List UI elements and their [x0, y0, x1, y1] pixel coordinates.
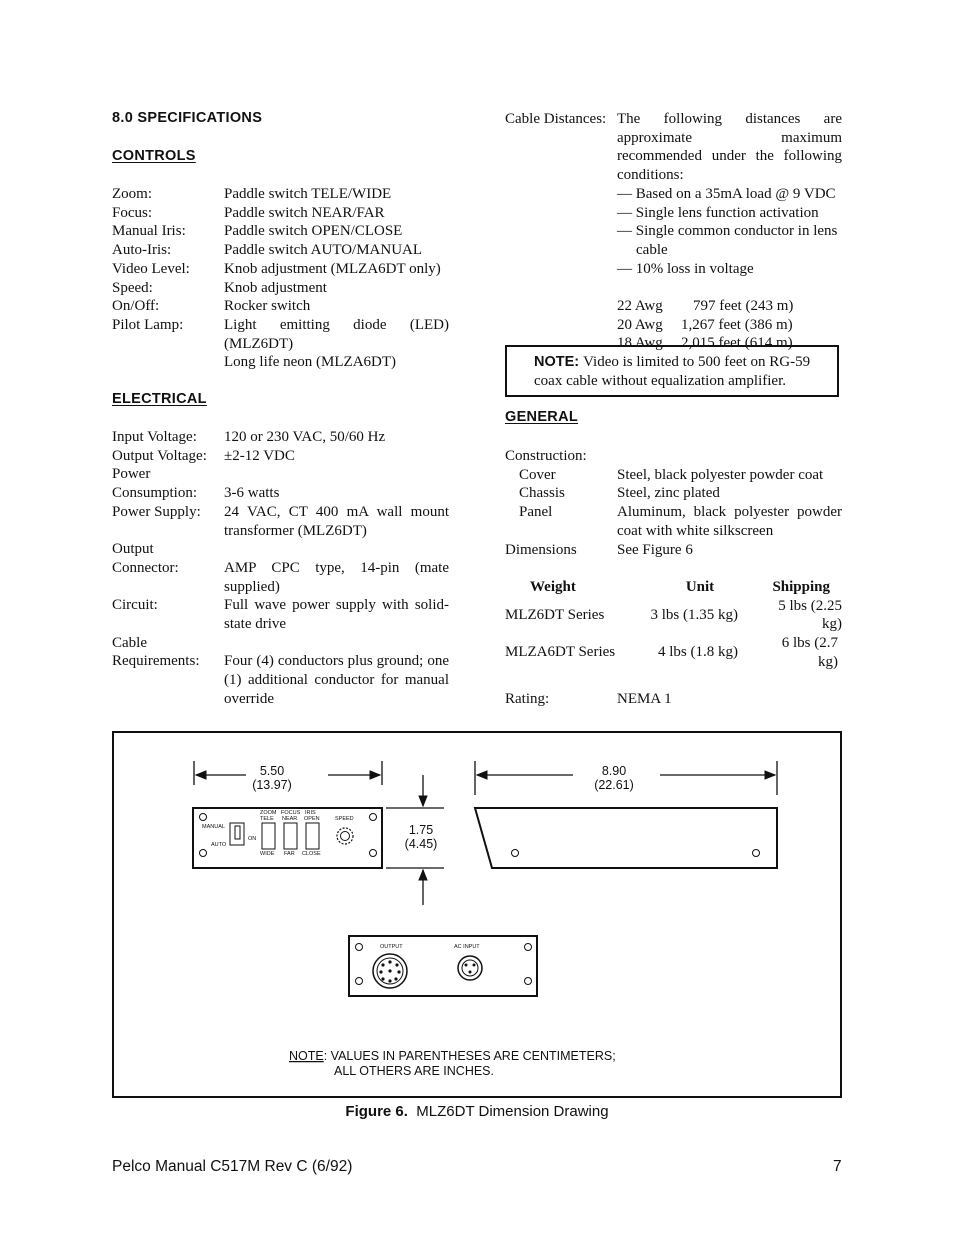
far-label: FAR — [284, 851, 295, 857]
table-cell: 3 lbs (1.35 kg) — [650, 606, 738, 623]
spec-label: Cable — [112, 634, 147, 651]
spec-label — [112, 353, 224, 372]
spec-label: Pilot Lamp: — [112, 316, 184, 333]
general-list — [505, 447, 842, 709]
figure-note-line2: ALL OTHERS ARE INCHES. — [334, 1064, 494, 1078]
spec-label: Dimensions — [505, 541, 577, 558]
spec-value: Steel, black polyester powder coat — [617, 466, 824, 483]
spec-row — [112, 465, 449, 484]
spec-value: Paddle switch TELE/WIDE — [224, 186, 392, 202]
spec-value: NEMA 1 — [617, 691, 672, 708]
page-number: 7 — [833, 1158, 842, 1175]
spec-row — [112, 540, 449, 559]
electrical-list — [112, 428, 449, 709]
spec-row — [112, 559, 449, 596]
arrow-icon — [765, 771, 775, 779]
depth-dim-cm: (22.61) — [594, 778, 634, 792]
spec-value: Aluminum, black polyester powder coat with white silkscreen — [617, 504, 842, 539]
arrow-icon — [419, 870, 427, 880]
table-cell: MLZA6DT Series — [505, 644, 616, 661]
column-header: Shipping — [772, 578, 830, 595]
rear-panel — [349, 936, 537, 996]
general-title: GENERAL — [505, 409, 578, 425]
arrow-icon — [477, 771, 487, 779]
spec-value: Paddle switch NEAR/FAR — [224, 204, 385, 221]
cable-row — [505, 110, 842, 353]
zoom-label: ZOOM — [260, 810, 277, 816]
column-header: Weight — [530, 578, 576, 595]
width-dim: 5.50 — [259, 764, 285, 778]
arrow-icon — [419, 796, 427, 806]
spec-label: Power Supply: — [112, 503, 201, 520]
distance-row — [617, 316, 842, 335]
spec-value: 24 VAC, CT 400 mA wall mount transformer (MLZ6DT) — [224, 503, 449, 539]
spec-row — [505, 484, 842, 503]
controls-title: CONTROLS — [112, 148, 196, 164]
spec-row — [112, 222, 449, 241]
spec-row — [112, 297, 449, 316]
dimension-drawing — [114, 733, 840, 1096]
awg: 18 Awg — [617, 335, 663, 352]
spec-row — [112, 503, 449, 540]
spec-label: Consumption: — [112, 485, 198, 502]
caption-text: MLZ6DT Dimension Drawing — [416, 1103, 609, 1120]
depth-dim: 8.90 — [601, 764, 627, 778]
condition-item: — Single common conductor in lens cable — [617, 223, 838, 258]
iris-switch — [306, 823, 319, 849]
spec-label: Connector: — [112, 559, 179, 576]
arrow-icon — [196, 771, 206, 779]
spec-row — [112, 185, 449, 204]
spec-value: Full wave power supply with solid-state drive — [224, 597, 449, 633]
controls-list — [112, 185, 449, 372]
figure-note — [289, 1049, 616, 1063]
spec-row — [112, 260, 449, 279]
table-cell: 4 lbs (1.8 kg) — [658, 644, 738, 661]
section-heading: 8.0 SPECIFICATIONS — [112, 110, 263, 126]
auto-label: AUTO — [211, 842, 227, 848]
note-text: Video is limited to 500 feet on RG-59 coax cable without equalization amplifier. — [534, 354, 811, 389]
awg: 22 Awg — [617, 298, 663, 315]
distance: 2,015 feet (614 m) — [681, 335, 793, 352]
ac-input-label: AC INPUT — [454, 944, 480, 950]
open-label: OPEN — [304, 816, 320, 822]
focus-label: FOCUS — [281, 810, 301, 816]
spec-label: Requirements: — [112, 653, 200, 670]
spacer — [617, 278, 842, 297]
spec-label: Input Voltage: — [112, 429, 197, 445]
video-note — [505, 345, 839, 397]
caption-label: Figure 6. — [345, 1103, 408, 1120]
height-dim: 1.75 — [408, 823, 434, 837]
construction-label: Construction: — [505, 448, 587, 464]
close-label: CLOSE — [302, 851, 321, 857]
focus-switch — [284, 823, 297, 849]
spec-label: Output — [112, 541, 154, 558]
speed-label: SPEED — [335, 816, 354, 822]
near-label: NEAR — [282, 816, 298, 822]
awg: 20 Awg — [617, 316, 663, 333]
column-header: Unit — [685, 578, 715, 595]
screw-icon — [512, 850, 519, 857]
side-view — [475, 808, 777, 868]
table-cell: 6 lbs (2.7 kg) — [781, 635, 838, 670]
table-header-row — [505, 578, 842, 597]
spec-label: Rating: — [505, 691, 550, 708]
spec-label: Panel — [519, 504, 553, 521]
spec-row — [112, 634, 449, 653]
note-line1: : VALUES IN PARENTHESES ARE CENTIMETERS; — [323, 1049, 616, 1063]
spacer — [505, 671, 842, 690]
spec-value: ±2-12 VDC — [224, 447, 295, 464]
footer-title: Pelco Manual C517M Rev C (6/92) — [112, 1158, 353, 1175]
spec-value: 120 or 230 VAC, 50/60 Hz — [224, 429, 386, 445]
cable-distances — [505, 110, 842, 353]
cable-intro: The following distances are approximate maximum recommended under the following conditions: — [617, 111, 842, 184]
figure-frame — [112, 731, 842, 1098]
spec-label: Video Level: — [112, 260, 190, 277]
iris-label: IRIS — [305, 810, 316, 816]
on-label: ON — [248, 836, 257, 842]
spec-row — [505, 541, 842, 560]
spec-label: Auto-Iris: — [112, 242, 172, 259]
cable-details — [617, 110, 842, 353]
spec-row — [112, 316, 449, 353]
speed-knob-center — [341, 832, 350, 841]
spec-value: Paddle switch OPEN/CLOSE — [224, 223, 403, 240]
spec-label: Zoom: — [112, 186, 152, 202]
spec-row — [112, 596, 449, 633]
spec-row — [112, 279, 449, 298]
spec-label: Chassis — [519, 485, 565, 502]
table-cell: MLZ6DT Series — [505, 606, 605, 623]
spec-row — [112, 204, 449, 223]
note-label: NOTE: — [534, 354, 580, 370]
spec-row — [112, 652, 449, 708]
spec-row — [112, 353, 449, 372]
spec-value: Four (4) conductors plus ground; one (1) additional conductor for manual override — [224, 653, 449, 707]
power-switch-rocker — [235, 826, 240, 839]
spec-label: Power — [112, 466, 151, 483]
spec-value: Long life neon (MLZA6DT) — [224, 354, 397, 371]
table-row — [505, 634, 842, 671]
speed-knob-icon — [337, 828, 353, 844]
spec-value — [224, 465, 449, 484]
spec-label: Output Voltage: — [112, 447, 207, 464]
distance-row — [617, 297, 842, 316]
tele-label: TELE — [260, 816, 274, 822]
spec-label: Speed: — [112, 279, 153, 296]
spec-label: Manual Iris: — [112, 223, 186, 240]
table-cell: 5 lbs (2.25 kg) — [778, 597, 842, 633]
distance: 797 feet (243 m) — [693, 298, 794, 315]
weight-table — [505, 578, 842, 672]
width-dim-cm: (13.97) — [252, 778, 292, 792]
spec-value — [224, 540, 449, 559]
spec-row — [505, 466, 842, 485]
height-dim-cm: (4.45) — [404, 837, 438, 851]
table-row — [505, 597, 842, 634]
zoom-switch — [262, 823, 275, 849]
screw-icon — [753, 850, 760, 857]
arrow-icon — [370, 771, 380, 779]
spec-label: On/Off: — [112, 298, 160, 315]
figure-caption — [0, 1103, 954, 1120]
spec-value: Knob adjustment — [224, 279, 327, 296]
spec-row — [112, 447, 449, 466]
ac-pins — [465, 964, 476, 974]
spec-value: Paddle switch AUTO/MANUAL — [224, 242, 423, 259]
ac-input-connector-inner — [462, 960, 478, 976]
spec-label: Circuit: — [112, 597, 158, 614]
spec-value: Light emitting diode (LED) (MLZ6DT) — [224, 316, 449, 352]
spec-row — [112, 428, 449, 447]
spec-value: 3-6 watts — [224, 485, 280, 502]
note-word: NOTE — [289, 1049, 324, 1063]
spec-row — [112, 241, 449, 260]
spacer — [505, 559, 842, 578]
spec-value: Steel, zinc plated — [617, 485, 720, 502]
connector-pins — [379, 960, 400, 982]
manual-label: MANUAL — [202, 824, 225, 830]
spec-label: Cover — [519, 466, 556, 483]
output-label: OUTPUT — [380, 944, 403, 950]
spec-row — [112, 484, 449, 503]
spec-value: Rocker switch — [224, 298, 311, 315]
wide-label: WIDE — [260, 851, 275, 857]
spec-value: Knob adjustment (MLZA6DT only) — [224, 260, 441, 277]
spec-row — [505, 503, 842, 540]
spec-row — [505, 690, 842, 709]
condition-item: — 10% loss in voltage — [617, 260, 754, 277]
condition-item: — Based on a 35mA load @ 9 VDC — [617, 185, 836, 202]
distance: 1,267 feet (386 m) — [681, 316, 793, 333]
spec-label: Focus: — [112, 204, 153, 221]
spec-value: AMP CPC type, 14-pin (mate supplied) — [224, 559, 449, 595]
electrical-title: ELECTRICAL — [112, 391, 207, 407]
spec-value — [224, 634, 449, 653]
cable-label: Cable Distances: — [505, 111, 607, 127]
condition-item: — Single lens function activation — [617, 204, 819, 221]
spec-value: See Figure 6 — [617, 541, 693, 558]
